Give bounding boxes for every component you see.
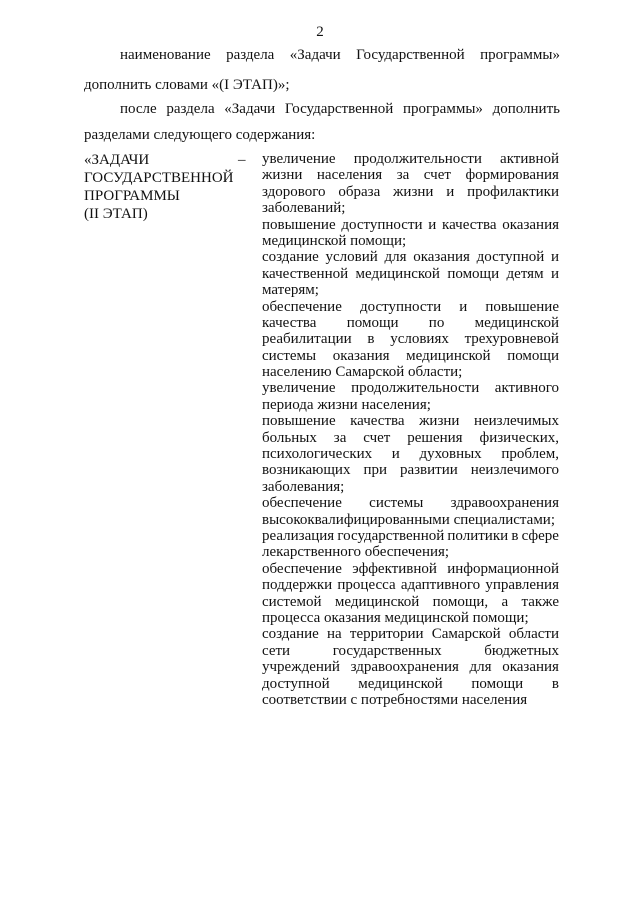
content-line — [262, 430, 559, 446]
word: обеспечение — [262, 495, 342, 512]
word: создание — [262, 249, 319, 266]
word: бюджетных — [484, 642, 559, 659]
word: лекарственного обеспечения; — [262, 544, 450, 561]
word: жизни — [262, 167, 303, 184]
word: жизни — [393, 183, 434, 200]
content-line — [262, 184, 559, 200]
word: учреждений — [262, 659, 340, 676]
word: медицинской — [355, 265, 440, 282]
word: за — [333, 429, 347, 446]
word: духовных — [419, 446, 482, 463]
section-heading — [84, 151, 244, 223]
content-line — [262, 200, 559, 216]
word: профилактики — [467, 183, 559, 200]
content-line — [262, 610, 559, 626]
word: жизни — [419, 413, 460, 430]
word: здравоохранения — [450, 495, 559, 512]
word: повышение — [262, 413, 336, 430]
word: системы — [262, 347, 317, 364]
word: и — [459, 298, 468, 315]
word: активного — [494, 380, 559, 397]
word: заболеваний; — [262, 200, 346, 217]
word: обеспечение — [262, 298, 342, 315]
section-heading-line: ПРОГРАММЫ — [84, 188, 180, 204]
content-line — [262, 643, 559, 659]
content-line — [262, 676, 559, 692]
word: физических, — [479, 429, 559, 446]
word: в — [511, 527, 519, 544]
word: «Задачи — [224, 101, 276, 117]
word: и — [550, 249, 559, 266]
word: Государственной — [356, 47, 465, 63]
word: помощи — [447, 265, 500, 282]
word: программы» — [480, 47, 560, 63]
word: неизлечимых — [473, 413, 559, 430]
word: Государственной — [284, 101, 394, 117]
word: и — [428, 216, 437, 233]
word: продолжительности — [351, 380, 480, 397]
word: помощи — [507, 347, 559, 364]
content-line — [262, 462, 559, 478]
word: развитии — [399, 462, 458, 479]
word: медицинской — [334, 593, 420, 610]
content-line — [262, 446, 559, 462]
word: и — [391, 446, 400, 463]
word: программы» — [403, 101, 483, 117]
content-line — [262, 299, 559, 315]
section-heading-line: (II ЭТАП) — [84, 206, 148, 222]
word: больных — [262, 429, 317, 446]
word: для — [469, 659, 492, 676]
word: по — [428, 314, 445, 331]
content-line — [262, 217, 559, 233]
word: повышение — [485, 298, 559, 315]
word: соответствии с потребностями населения — [262, 691, 528, 708]
word: сети — [262, 642, 291, 659]
word: дополнить — [492, 101, 560, 117]
paragraph-1-line-2: дополнить словами «(I ЭТАП)»; — [84, 77, 290, 93]
paragraph-2-line-2: разделами следующего содержания: — [84, 127, 316, 143]
word: оказания — [502, 659, 559, 676]
content-line — [262, 266, 559, 282]
word: поддержки — [262, 577, 333, 594]
word: территории — [349, 626, 424, 643]
word: счет — [423, 167, 451, 184]
word: политики — [447, 527, 509, 544]
word: помощи — [471, 675, 524, 692]
paragraph-2-line-1 — [120, 101, 560, 118]
content-line — [262, 151, 559, 167]
word: решения — [407, 429, 463, 446]
word: эффективной — [352, 560, 437, 577]
word: здорового — [262, 183, 326, 200]
word: при — [363, 462, 387, 479]
word: медицинской — [358, 675, 443, 692]
word: медицинской — [474, 314, 559, 331]
word: государственных — [332, 642, 442, 659]
content-line — [262, 249, 559, 265]
content-line — [262, 692, 559, 708]
tasks-list — [262, 151, 559, 708]
content-line — [262, 331, 559, 347]
word: увеличение — [262, 151, 336, 167]
word: возникающих — [262, 462, 351, 479]
word: Самарской — [431, 626, 501, 643]
word: качества — [262, 314, 317, 331]
word: доступной — [262, 675, 330, 692]
content-line — [262, 528, 559, 544]
word: процесса — [337, 577, 396, 594]
heading-dash: – — [238, 152, 246, 168]
word: а — [501, 593, 509, 610]
word: раздела — [226, 47, 275, 63]
word: проблем, — [501, 446, 559, 463]
word: в — [551, 675, 559, 692]
word: продолжительности — [353, 151, 482, 167]
paragraph-1-line-1 — [120, 47, 560, 64]
word: в — [367, 331, 375, 348]
word: детям — [506, 265, 544, 282]
word: медицинской — [406, 347, 491, 364]
section-heading-line: «ЗАДАЧИ — [84, 152, 150, 168]
word: оказания — [502, 216, 559, 233]
word: оказания — [413, 249, 470, 266]
word: сфере — [521, 527, 559, 544]
word: матерям; — [262, 282, 319, 299]
word: активной — [500, 151, 559, 167]
word: системы — [369, 495, 424, 512]
content-line — [262, 626, 559, 642]
word: трехуровневой — [464, 331, 559, 348]
word: системой — [262, 593, 322, 610]
content-line — [262, 512, 559, 528]
word: наименование — [120, 47, 211, 63]
word: после — [120, 101, 157, 117]
word: высококвалифицированными специалистами; — [262, 511, 556, 528]
word: населению Самарской области; — [262, 364, 463, 381]
word: качественной — [262, 265, 349, 282]
word: и — [446, 183, 455, 200]
word: реализация — [262, 527, 335, 544]
content-line — [262, 282, 559, 298]
word: психологических — [262, 446, 373, 463]
content-line — [262, 413, 559, 429]
word: «Задачи — [289, 47, 341, 63]
section-heading-line: ГОСУДАРСТВЕННОЙ — [84, 170, 234, 186]
content-line — [262, 561, 559, 577]
word: управления — [485, 577, 559, 594]
word: формирования — [465, 167, 559, 184]
content-line — [262, 397, 559, 413]
word: медицинской помощи; — [262, 232, 407, 249]
content-line — [262, 348, 559, 364]
word: увеличение — [262, 380, 336, 397]
word: реабилитации — [262, 331, 352, 348]
word: раздела — [166, 101, 215, 117]
word: и — [550, 265, 559, 282]
word: образа — [338, 183, 381, 200]
word: создание — [262, 626, 319, 643]
word: неизлечимого — [470, 462, 559, 479]
word: периода жизни населения; — [262, 396, 431, 413]
word: на — [327, 626, 342, 643]
word: обеспечение — [262, 560, 342, 577]
word: государственной — [337, 527, 445, 544]
word: процесса оказания медицинской помощи; — [262, 609, 529, 626]
word: заболевания; — [262, 478, 345, 495]
content-line — [262, 380, 559, 396]
content-line — [262, 233, 559, 249]
word: помощи — [346, 314, 399, 331]
content-line — [262, 364, 559, 380]
word: доступной — [476, 249, 545, 266]
word: информационной — [447, 560, 559, 577]
content-line — [262, 479, 559, 495]
word: адаптивного — [400, 577, 481, 594]
word: доступности — [359, 298, 442, 315]
word: условий — [325, 249, 378, 266]
word: оказания — [332, 347, 390, 364]
word: доступности — [341, 216, 423, 233]
content-line — [262, 544, 559, 560]
word: для — [384, 249, 407, 266]
content-line — [262, 659, 559, 675]
word: за — [396, 167, 410, 184]
word: области — [508, 626, 559, 643]
content-line — [262, 594, 559, 610]
content-line — [262, 577, 559, 593]
word: населения — [316, 167, 383, 184]
word: повышение — [262, 216, 336, 233]
word: здравоохранения — [350, 659, 459, 676]
word: качества — [350, 413, 405, 430]
content-line — [262, 167, 559, 183]
word: помощи, — [432, 593, 489, 610]
content-line — [262, 495, 559, 511]
word: условиях — [390, 331, 449, 348]
word: также — [521, 593, 559, 610]
word: качества — [442, 216, 497, 233]
word: счет — [363, 429, 391, 446]
page-number: 2 — [316, 24, 324, 40]
content-line — [262, 315, 559, 331]
